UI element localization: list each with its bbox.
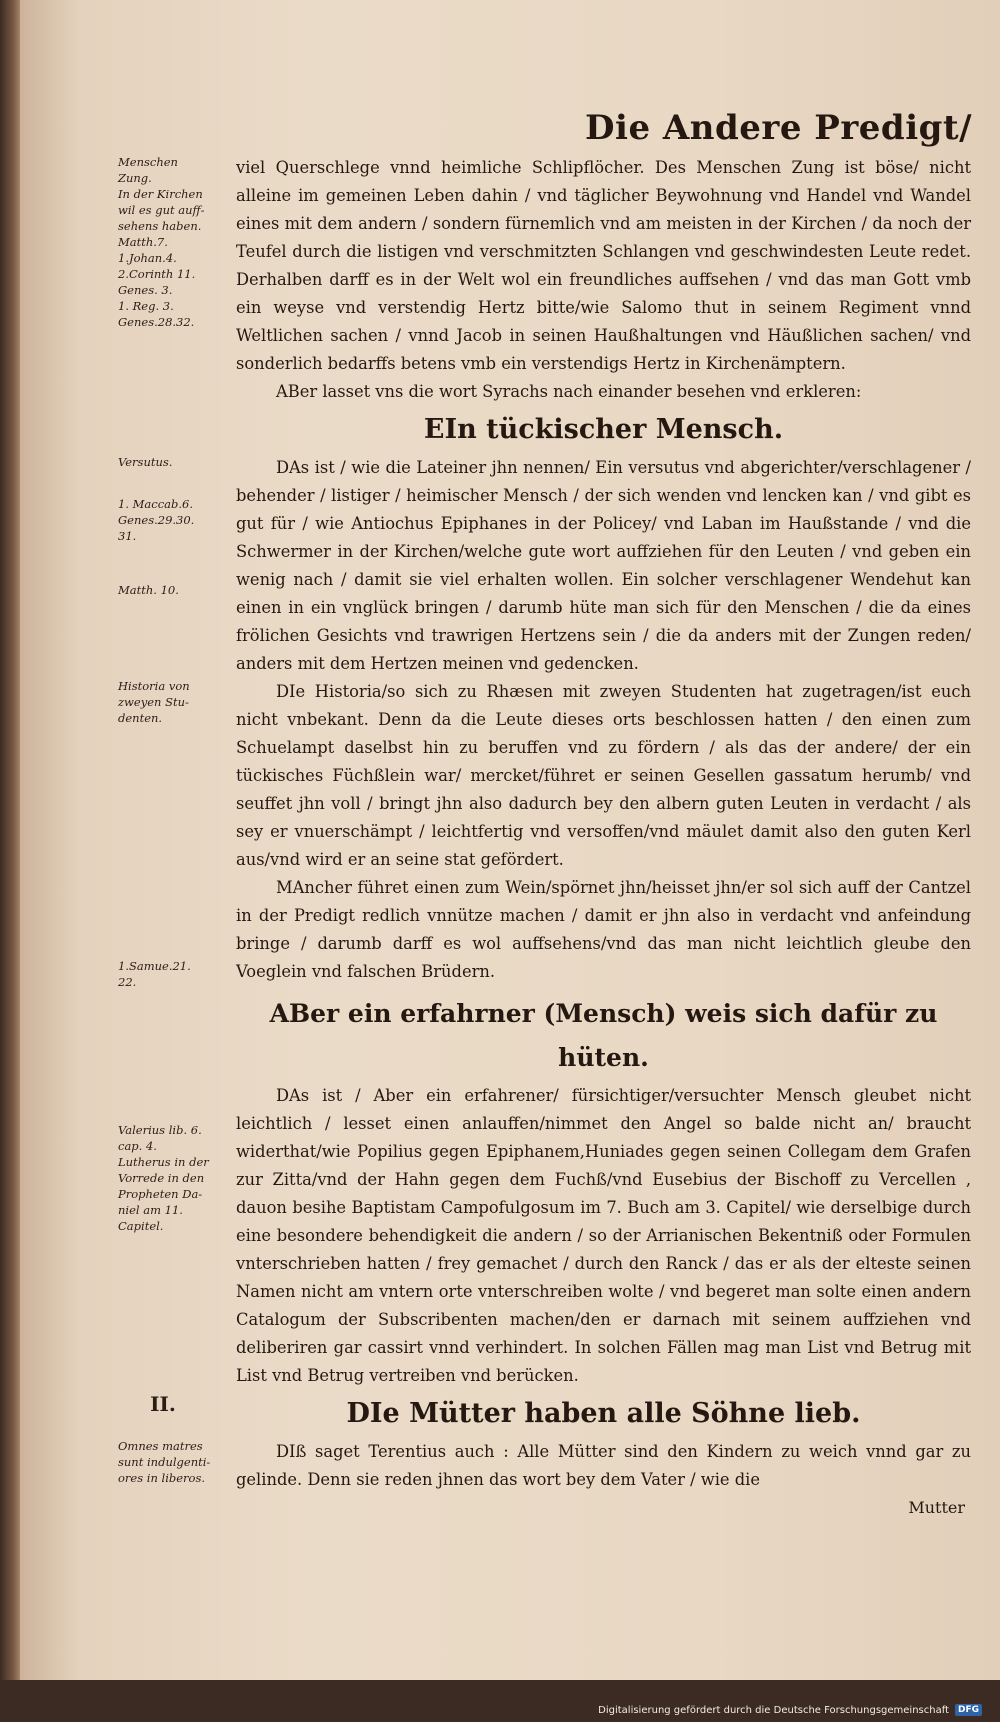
margin-note: 1. Reg. 3.: [118, 299, 174, 313]
paragraph-4: MAncher führet einen zum Wein/spörnet jhn/heisset jhn/er sol sich auff der Cantzel in der Predigt redlich vnnütze machen / damit er jhn also in verdacht vnd anfeindung bringe / darumb darff es wol auffsehens/vnd das man nicht leichtlich gleube den Voeglein vnd falschen Brüdern.: [236, 878, 971, 981]
margin-notes-3: [118, 678, 236, 726]
margin-note: Menschen: [118, 155, 178, 169]
text-block-4: [118, 874, 978, 990]
margin-note: Matth.7.: [118, 235, 168, 249]
margin-note: Capitel.: [118, 1219, 164, 1233]
margin-notes-1: [118, 154, 236, 330]
footer-credit: Digitalisierung gefördert durch die Deutsche Forschungsgemeinschaft: [598, 1704, 949, 1716]
margin-note: Matth. 10.: [118, 583, 179, 597]
intro-line: ABer lasset vns die wort Syrachs nach einander besehen vnd erkleren:: [276, 382, 862, 401]
page-content: [118, 108, 978, 1522]
text-block-2: [118, 454, 978, 678]
section-number: II.: [150, 1392, 176, 1416]
heading-erfahrner-mensch: ABer ein erfahrner (Mensch) weis sich dafür zu hüten.: [269, 999, 938, 1072]
margin-notes-4: [118, 874, 236, 990]
margin-note: Genes. 3.: [118, 283, 173, 297]
margin-note: niel am 11.: [118, 1203, 183, 1217]
margin-note: Historia von: [118, 679, 190, 693]
margin-note: sehens haben.: [118, 219, 202, 233]
margin-note: Genes.29.30.: [118, 513, 195, 527]
margin-note: Lutherus in der: [118, 1155, 209, 1169]
margin-note: zweyen Stu-: [118, 695, 189, 709]
margin-notes-5: [118, 1082, 236, 1234]
paragraph-5: DAs ist / Aber ein erfahrener/ fürsichtiger/versuchter Mensch gleubet nicht leichtlich / lesset einen anlauffen/nimmet den Angel so balde nicht an/ braucht widerthat/wie Popilius gegen Epiphanem,Huniades gegen seinen Collegam dem Grafen zur Zitta/vnd der Hahn gegen dem Fuchß/vnd Eusebius der Bischoff zu Vercellen , dauon besihe Baptistam Campofulgosum im 7. Buch am 3. Capitel/ wie derselbige durch eine besondere behendigkeit die andern / so der Arrianischen Bekentniß oder Formulen vnterschrieben hatten / frey gemachet / durch den Ranck / das er als der elteste seinen Namen nicht am vntern orte vnterschreiben wolte / vnd begeret man solte einen andern Catalogum der Subscribenten machen/den er darnach mit seinem auffziehen vnd deliberiren gar cassirt vnnd verhindert. In solchen Fällen mag man List vnd Betrug mit List vnd Betrug vertreiben vnd berücken.: [236, 1086, 971, 1385]
paragraph-2: DAs ist / wie die Lateiner jhn nennen/ Ein versutus vnd abgerichter/verschlagener / behender / listiger / heimischer Mensch / der sich wenden vnd lencken kan / vnd gibt es gut für / wie Antiochus Epiphanes in der Policey/ vnd Laban im Haußstande / vnd die Schwermer in der Kirchen/welche gute wort auffziehen für den Leuten / vnd geben ein wenig nach / damit sie viel erhalten wollen. Ein solcher verschlagener Wendehut kan einen in ein vnglück bringen / darumb hüte man sich für den Menschen / die da eines frölichen Gesichts vnd trawrigen Hertzens sein / die da anders mit der Zungen reden/ anders mit dem Hertzen meinen vnd gedencken.: [236, 458, 971, 673]
margin-note: 22.: [118, 975, 137, 989]
dfg-logo-icon: DFG: [955, 1704, 982, 1716]
margin-note: Versutus.: [118, 455, 173, 469]
margin-note: 31.: [118, 529, 137, 543]
text-block-6: [118, 1438, 978, 1522]
margin-note: Valerius lib. 6.: [118, 1123, 202, 1137]
running-head: Die Andere Predigt/: [585, 108, 972, 148]
heading-muetter: DIe Mütter haben alle Söhne lieb.: [346, 1398, 861, 1429]
margin-note: Omnes matres: [118, 1439, 203, 1453]
margin-note: Propheten Da-: [118, 1187, 203, 1201]
margin-notes-2: [118, 454, 236, 598]
margin-note: sunt indulgenti-: [118, 1455, 211, 1469]
margin-note: cap. 4.: [118, 1139, 157, 1153]
catchword: Mutter: [908, 1498, 965, 1517]
margin-note: In der Kirchen: [118, 187, 203, 201]
digitization-footer: [598, 1704, 982, 1716]
margin-note: Vorrede in den: [118, 1171, 205, 1185]
margin-notes-6: [118, 1438, 236, 1486]
margin-note: 2.Corinth 11.: [118, 267, 196, 281]
text-block-3: [118, 678, 978, 874]
paragraph-3: DIe Historia/so sich zu Rhæsen mit zweyen Studenten hat zugetragen/ist euch nicht vnbekant. Denn da die Leute dieses orts beschlossen hatten / den einen zum Schuelampt daselbst hin zu beruffen vnd zu fördern / als das der andere/ der ein tückisches Füchßlein war/ mercket/führet er seinen Gesellen gassatum herumb/ vnd seuffet jhn voll / bringt jhn also dadurch bey den albern guten Leuten in verdacht / als sey er vnuerschämpt / leichtfertig vnd versoffen/vnd mäulet damit also den guten Kerl aus/vnd wird er an seine stat gefördert.: [236, 682, 971, 869]
margin-note: wil es gut auff-: [118, 203, 205, 217]
heading-tueckischer-mensch: EIn tückischer Mensch.: [423, 414, 784, 445]
paragraph-6: DIß saget Terentius auch : Alle Mütter sind den Kindern zu weich vnnd gar zu gelinde. Denn sie reden jhnen das wort bey dem Vater / wie die: [236, 1442, 971, 1489]
paragraph-1: viel Querschlege vnnd heimliche Schlipflöcher. Des Menschen Zung ist böse/ nicht alleine im gemeinen Leben dahin / vnd täglicher Beywohnung vnd Handel vnd Wandel eines mit dem andern / sondern fürnemlich vnd am meisten in der Kirchen / da noch der Teufel durch die listigen vnd verschmitzten Schlangen vnd geschwindesten Leute redet. Derhalben darff es in der Welt wol ein freundliches auffsehen / vnd das man Gott vmb ein weyse vnd verstendig Hertz bitte/wie Salomo thut in seinem Regiment vnnd Weltlichen sachen / vnnd Jacob in seinen Haußhaltungen vnd Häußlichen sachen/ vnd sonderlich bedarffs betens vmb ein verstendigs Hertz in Kirchenämptern.: [236, 158, 971, 373]
margin-note: Genes.28.32.: [118, 315, 195, 329]
margin-note: 1.Samue.21.: [118, 959, 191, 973]
margin-note: ores in liberos.: [118, 1471, 206, 1485]
margin-note: 1. Maccab.6.: [118, 497, 193, 511]
text-block-5: [118, 1082, 978, 1390]
margin-note: 1.Johan.4.: [118, 251, 177, 265]
margin-note: Zung.: [118, 171, 152, 185]
text-block-1: [118, 154, 978, 406]
margin-note: denten.: [118, 711, 163, 725]
